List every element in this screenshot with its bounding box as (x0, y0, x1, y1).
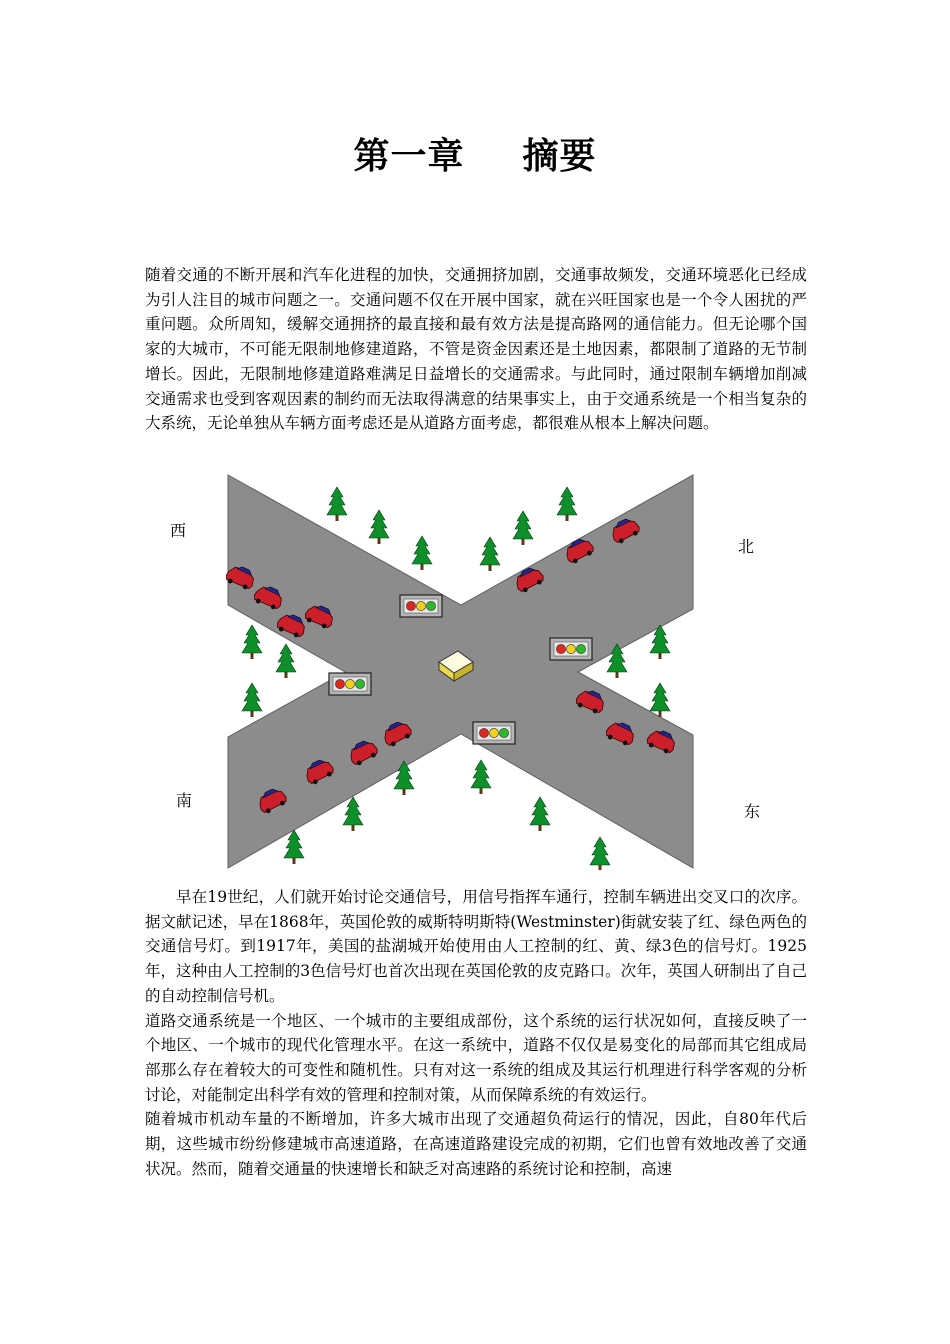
system-paragraph: 道路交通系统是一个地区、一个城市的主要组成部份，这个系统的运行状况如何，直接反映了一个地区、一个城市的现代化管理水平。在这一系统中，道路不仅仅是易变化的局部而其它组成局部那么存在着较大的可变性和随机性。只有对这一系统的组成及其运行机理进行科学客观的分析讨论，对能制定出科学有效的管理和控制对策，从而保障系统的有效运行。 (145, 1011, 807, 1104)
growth-paragraph: 随着城市机动车量的不断增加，许多大城市出现了交通超负荷运行的情况，因此，自80年代后期，这些城市纷纷修建城市高速道路，在高速道路建设完成的初期，它们也曾有效地改善了交通状况。然而，随着交通量的快速增长和缺乏对高速路的系统讨论和控制，高速 (145, 1110, 807, 1178)
label-west: 西 (170, 521, 187, 540)
label-north: 北 (738, 537, 755, 556)
intersection-figure (160, 468, 800, 870)
label-east: 东 (744, 802, 761, 821)
history-paragraph: 早在19世纪，人们就开始讨论交通信号，用信号指挥车通行，控制车辆进出交叉口的次序。据文献记述，早在1868年，英国伦敦的威斯特明斯特(Westminster)街就安装了红、绿色两色的交通信号灯。到1917年，美国的盐湖城开始使用由人工控制的红、黄、绿3色的信号灯。1925年，这种由人工控制的3色信号灯也首次出现在英国伦敦的皮克路口。次年，英国人研制出了自己的自动控制信号机。 (145, 888, 807, 1005)
intro-paragraph: 随着交通的不断开展和汽车化进程的加快，交通拥挤加剧，交通事故频发，交通环境恶化已经成为引人注目的城市问题之一。交通问题不仅在开展中国家，就在兴旺国家也是一个令人困扰的严重问题。众所周知，缓解交通拥挤的最直接和最有效方法是提高路网的通信能力。但无论哪个国家的大城市，不可能无限制地修建道路，不管是资金因素还是土地因素，都限制了道路的无节制增长。因此，无限制地修建道路难满足日益增长的交通需求。与此同时，通过限制车辆增加削减交通需求也受到客观因素的制约而无法取得满意的结果事实上，由于交通系统是一个相当复杂的大系统，无论单独从车辆方面考虑还是从道路方面考虑，都很难从根本上解决问题。 (145, 266, 807, 433)
intro-section (145, 263, 807, 436)
body-section (145, 885, 807, 1181)
intersection-illustration (160, 468, 800, 870)
chapter-number: 第一章 (353, 136, 465, 177)
label-south: 南 (176, 791, 193, 810)
chapter-heading (0, 128, 950, 179)
chapter-title: 摘要 (522, 136, 597, 177)
